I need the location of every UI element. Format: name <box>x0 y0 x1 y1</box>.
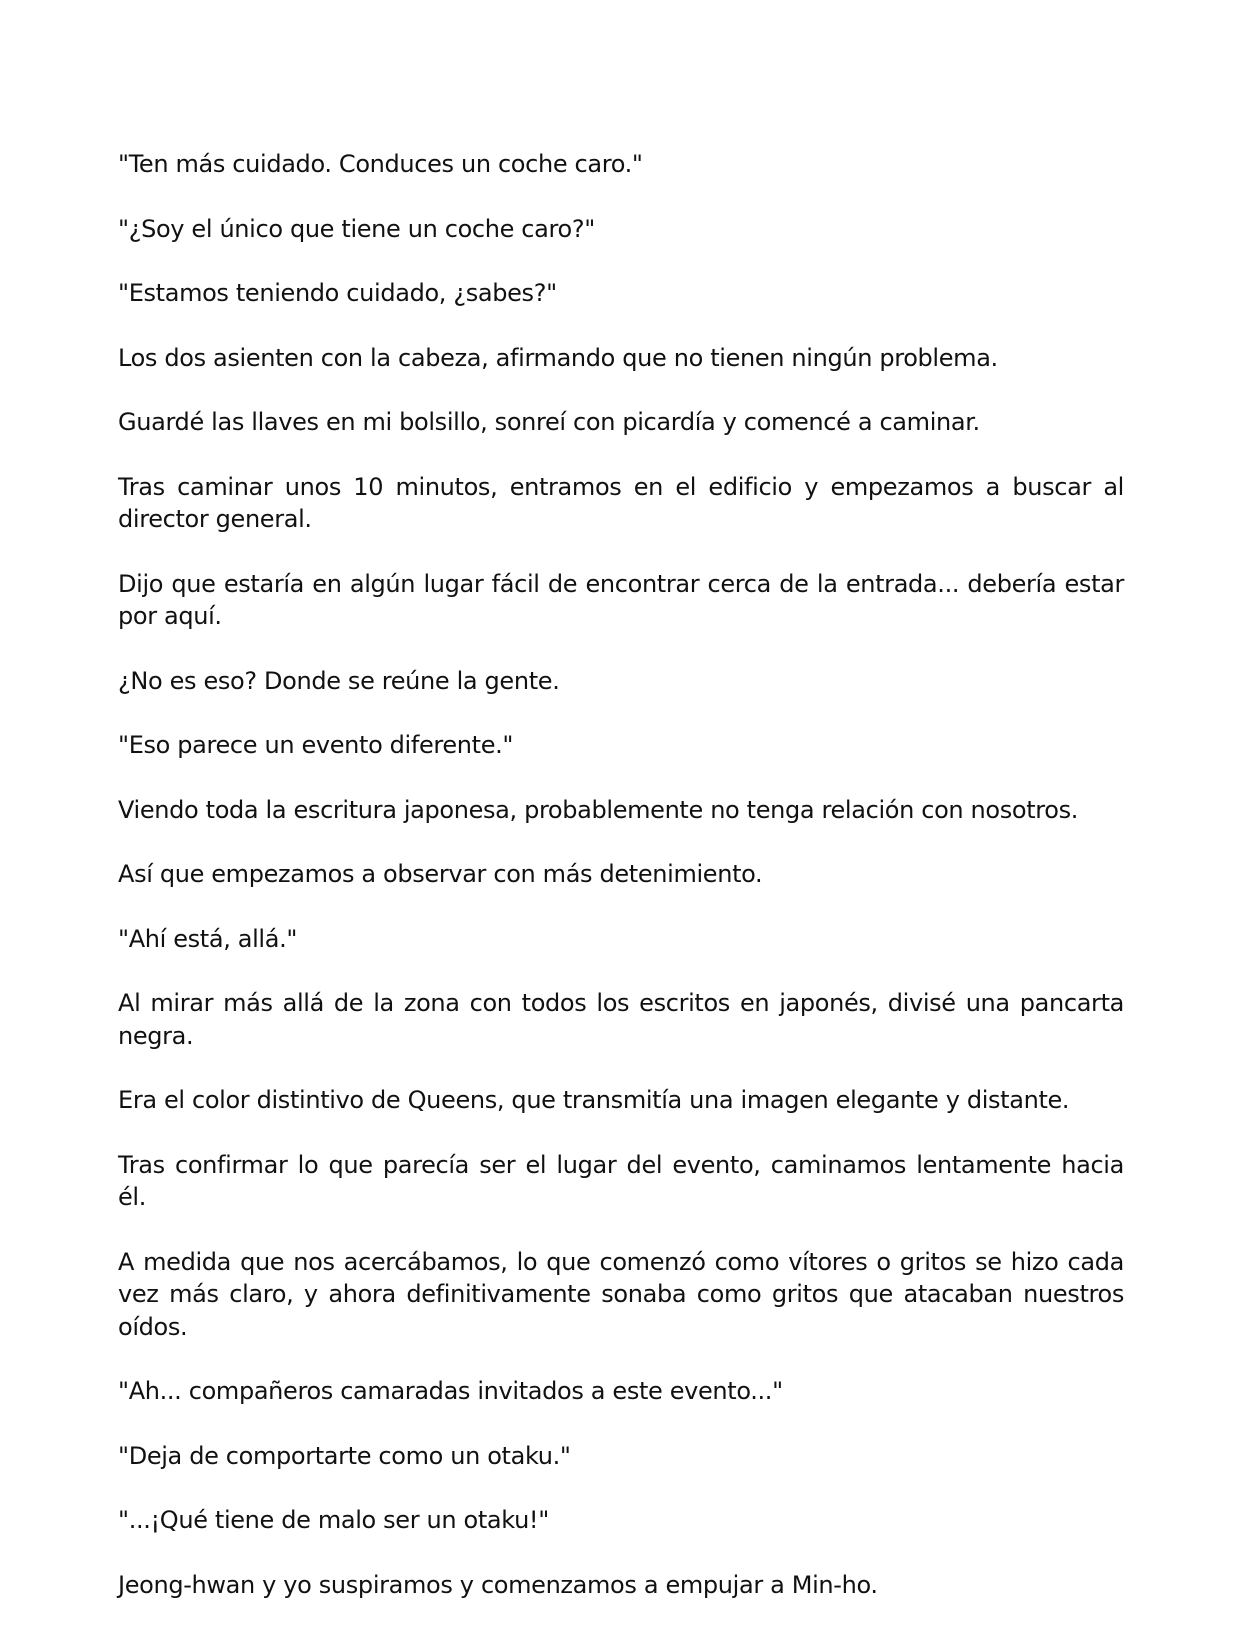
paragraph: Así que empezamos a observar con más detenimiento. <box>118 860 763 888</box>
paragraph: "Ahí está, allá." <box>118 924 298 953</box>
paragraph: "Deja de comportarte como un otaku." <box>118 1441 571 1470</box>
paragraph: Jeong-hwan y yo suspiramos y comenzamos a empujar a Min-ho. <box>118 1570 878 1599</box>
paragraph: "Estamos teniendo cuidado, ¿sabes?" <box>118 279 557 307</box>
paragraph: Al mirar más allá de la zona con todos los escritos en japonés, divisé una pancarta negra. <box>118 989 1124 1050</box>
paragraph: Los dos asienten con la cabeza, afirmando que no tienen ningún problema. <box>118 343 998 372</box>
paragraph: Guardé las llaves en mi bolsillo, sonreí con picardía y comencé a caminar. <box>118 408 980 436</box>
paragraph: Tras confirmar lo que parecía ser el lugar del evento, caminamos lentamente hacia él. <box>118 1150 1124 1211</box>
paragraph: Tras caminar unos 10 minutos, entramos en el edificio y empezamos a buscar al director general. <box>118 472 1124 533</box>
paragraph: ¿No es eso? Donde se reúne la gente. <box>118 666 560 695</box>
text-body <box>118 148 1124 1633</box>
paragraph: Viendo toda la escritura japonesa, probablemente no tenga relación con nosotros. <box>118 795 1079 824</box>
paragraph: Dijo que estaría en algún lugar fácil de encontrar cerca de la entrada... debería estar por aquí. <box>118 569 1124 630</box>
paragraph: "...¡Qué tiene de malo ser un otaku!" <box>118 1506 549 1534</box>
paragraph: Era el color distintivo de Queens, que transmitía una imagen elegante y distante. <box>118 1086 1070 1114</box>
paragraph: "Ten más cuidado. Conduces un coche caro." <box>118 150 643 178</box>
paragraph: "Ah... compañeros camaradas invitados a este evento..." <box>118 1377 783 1405</box>
paragraph: A medida que nos acercábamos, lo que comenzó como vítores o gritos se hizo cada vez más claro, y ahora definitivamente sonaba como gritos que atacaban nuestros oídos. <box>118 1247 1124 1341</box>
paragraph: "¿Soy el único que tiene un coche caro?" <box>118 214 595 243</box>
paragraph: "Eso parece un evento diferente." <box>118 731 514 759</box>
